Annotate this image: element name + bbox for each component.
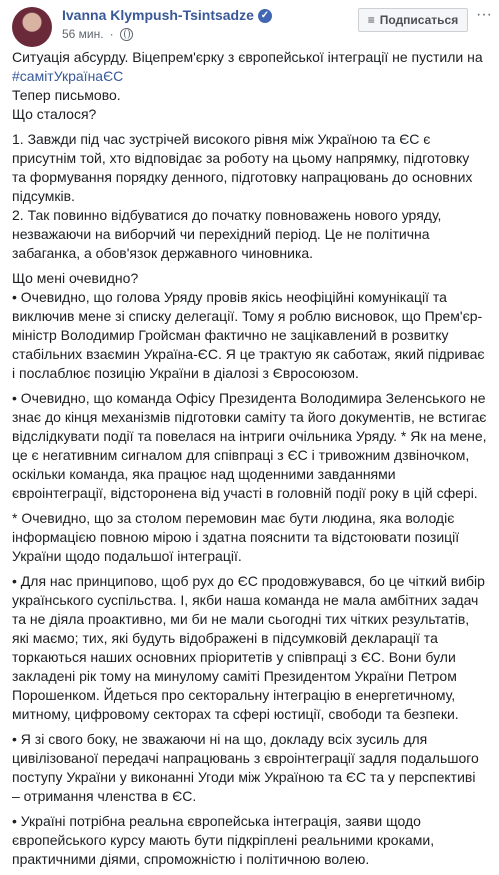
hashtag-link[interactable]: #самітУкраїнаЄС	[12, 68, 124, 84]
paragraph-5: * Очевидно, що за столом перемовин має бути людина, яка володіє інформацією повною мірою і здатна пояснити та відстоювати позиції України щодо подальшої інтеграції.	[12, 510, 460, 564]
paragraph-6: • Для нас принципово, щоб рух до ЄС продовжувався, бо це чіткий вибір українського суспільства. І, якби наша команда не мала амбітних задач та не діяла проактивно, ми би не мали сьогодні тих чітких результатів, які маємо; тих, які будуть відображені в підсумковій декларації та торкаються наших основних пріоритетів у співпраці з ЄС. Вони були закладені рік тому на минулому саміті Президентом України Петром Порошенком. Йдеться про секторальну інтеграцію в енергетичному, митному, цифровому секторах та сфері юстиції, свободи та безпеки.	[12, 573, 485, 722]
intro-line-1: Ситуація абсурду. Віцепрем'єрку з європейської інтеграції не пустили на	[12, 49, 483, 65]
more-options-icon[interactable]: ···	[476, 6, 492, 23]
author-name[interactable]	[62, 7, 272, 23]
paragraph-1: 1. Завжди під час зустрічей високого рівня між Україною та ЄС є присутнім той, хто відповідає за роботу на цьому напрямку, підготовку та формування порядку денного, підготовку напрацювань до основних підсумків.	[12, 131, 473, 204]
subscribe-label: Подписаться	[379, 13, 459, 27]
dot-separator: ·	[109, 27, 114, 41]
post-meta	[62, 27, 133, 41]
paragraph-question: Що мені очевидно?	[12, 270, 139, 286]
paragraph-8: • Україні потрібна реальна європейська інтеграція, заяви щодо європейського курсу мають бути підкріплені реальними кроками, практичними діями, спроможністю і політичною волею.	[12, 813, 435, 867]
paragraph-4: • Очевидно, що команда Офісу Президента Володимира Зеленського не знає до кінця механізмів підготовки саміту та його документів, не встигає відслідкувати події та повелася на інтриги очільника Уряду. * Як на мене, це є негативним сигналом для співпраці з ЄС і тривожним дзвіночком, оскільки команда, яка працює над щоденними завданнями євроінтеграції, відсторонена від участі в головній події року в цій сфері.	[12, 390, 487, 501]
intro-line-2: Тепер письмово.	[12, 87, 121, 103]
author-name-text[interactable]: Ivanna Klympush-Tsintsadze	[62, 7, 254, 23]
globe-icon	[120, 28, 133, 41]
rss-icon: ≡	[367, 13, 375, 27]
avatar[interactable]	[12, 7, 52, 47]
post-intro	[12, 48, 487, 124]
post-body	[0, 48, 499, 869]
verified-badge-icon: ✓	[258, 9, 272, 23]
post-header	[0, 0, 499, 48]
paragraph-3: • Очевидно, що голова Уряду провів якісь неофіційні комунікації та виключив мене зі списку делегації. Тому я роблю висновок, що Прем'єр-міністр Володимир Гройсман фактично не зацікавлений в розвитку стабільних взаємин Україна-ЄС. Я це трактую як саботаж, який підриває і послаблює позицію України в діалозі з Євросоюзом.	[12, 289, 485, 381]
post-time[interactable]: 56 мин.	[62, 27, 104, 41]
paragraph-7: • Я зі свого боку, не зважаючи ні на що, докладу всіх зусиль для цивілізованої передачі напрацювань з євроінтеграції задля подальшого поступу України у виконанні Угоди між Україною та ЄС та у перспективі – отримання членства в ЄС.	[12, 731, 479, 804]
intro-line-3: Що сталося?	[12, 106, 97, 122]
subscribe-button[interactable]	[358, 8, 468, 32]
paragraph-2: 2. Так повинно відбуватися до початку повноважень нового уряду, незважаючи на виборчий чи перехідний період. Це не політична забаганка, а обов'язок державного чиновника.	[12, 207, 442, 261]
